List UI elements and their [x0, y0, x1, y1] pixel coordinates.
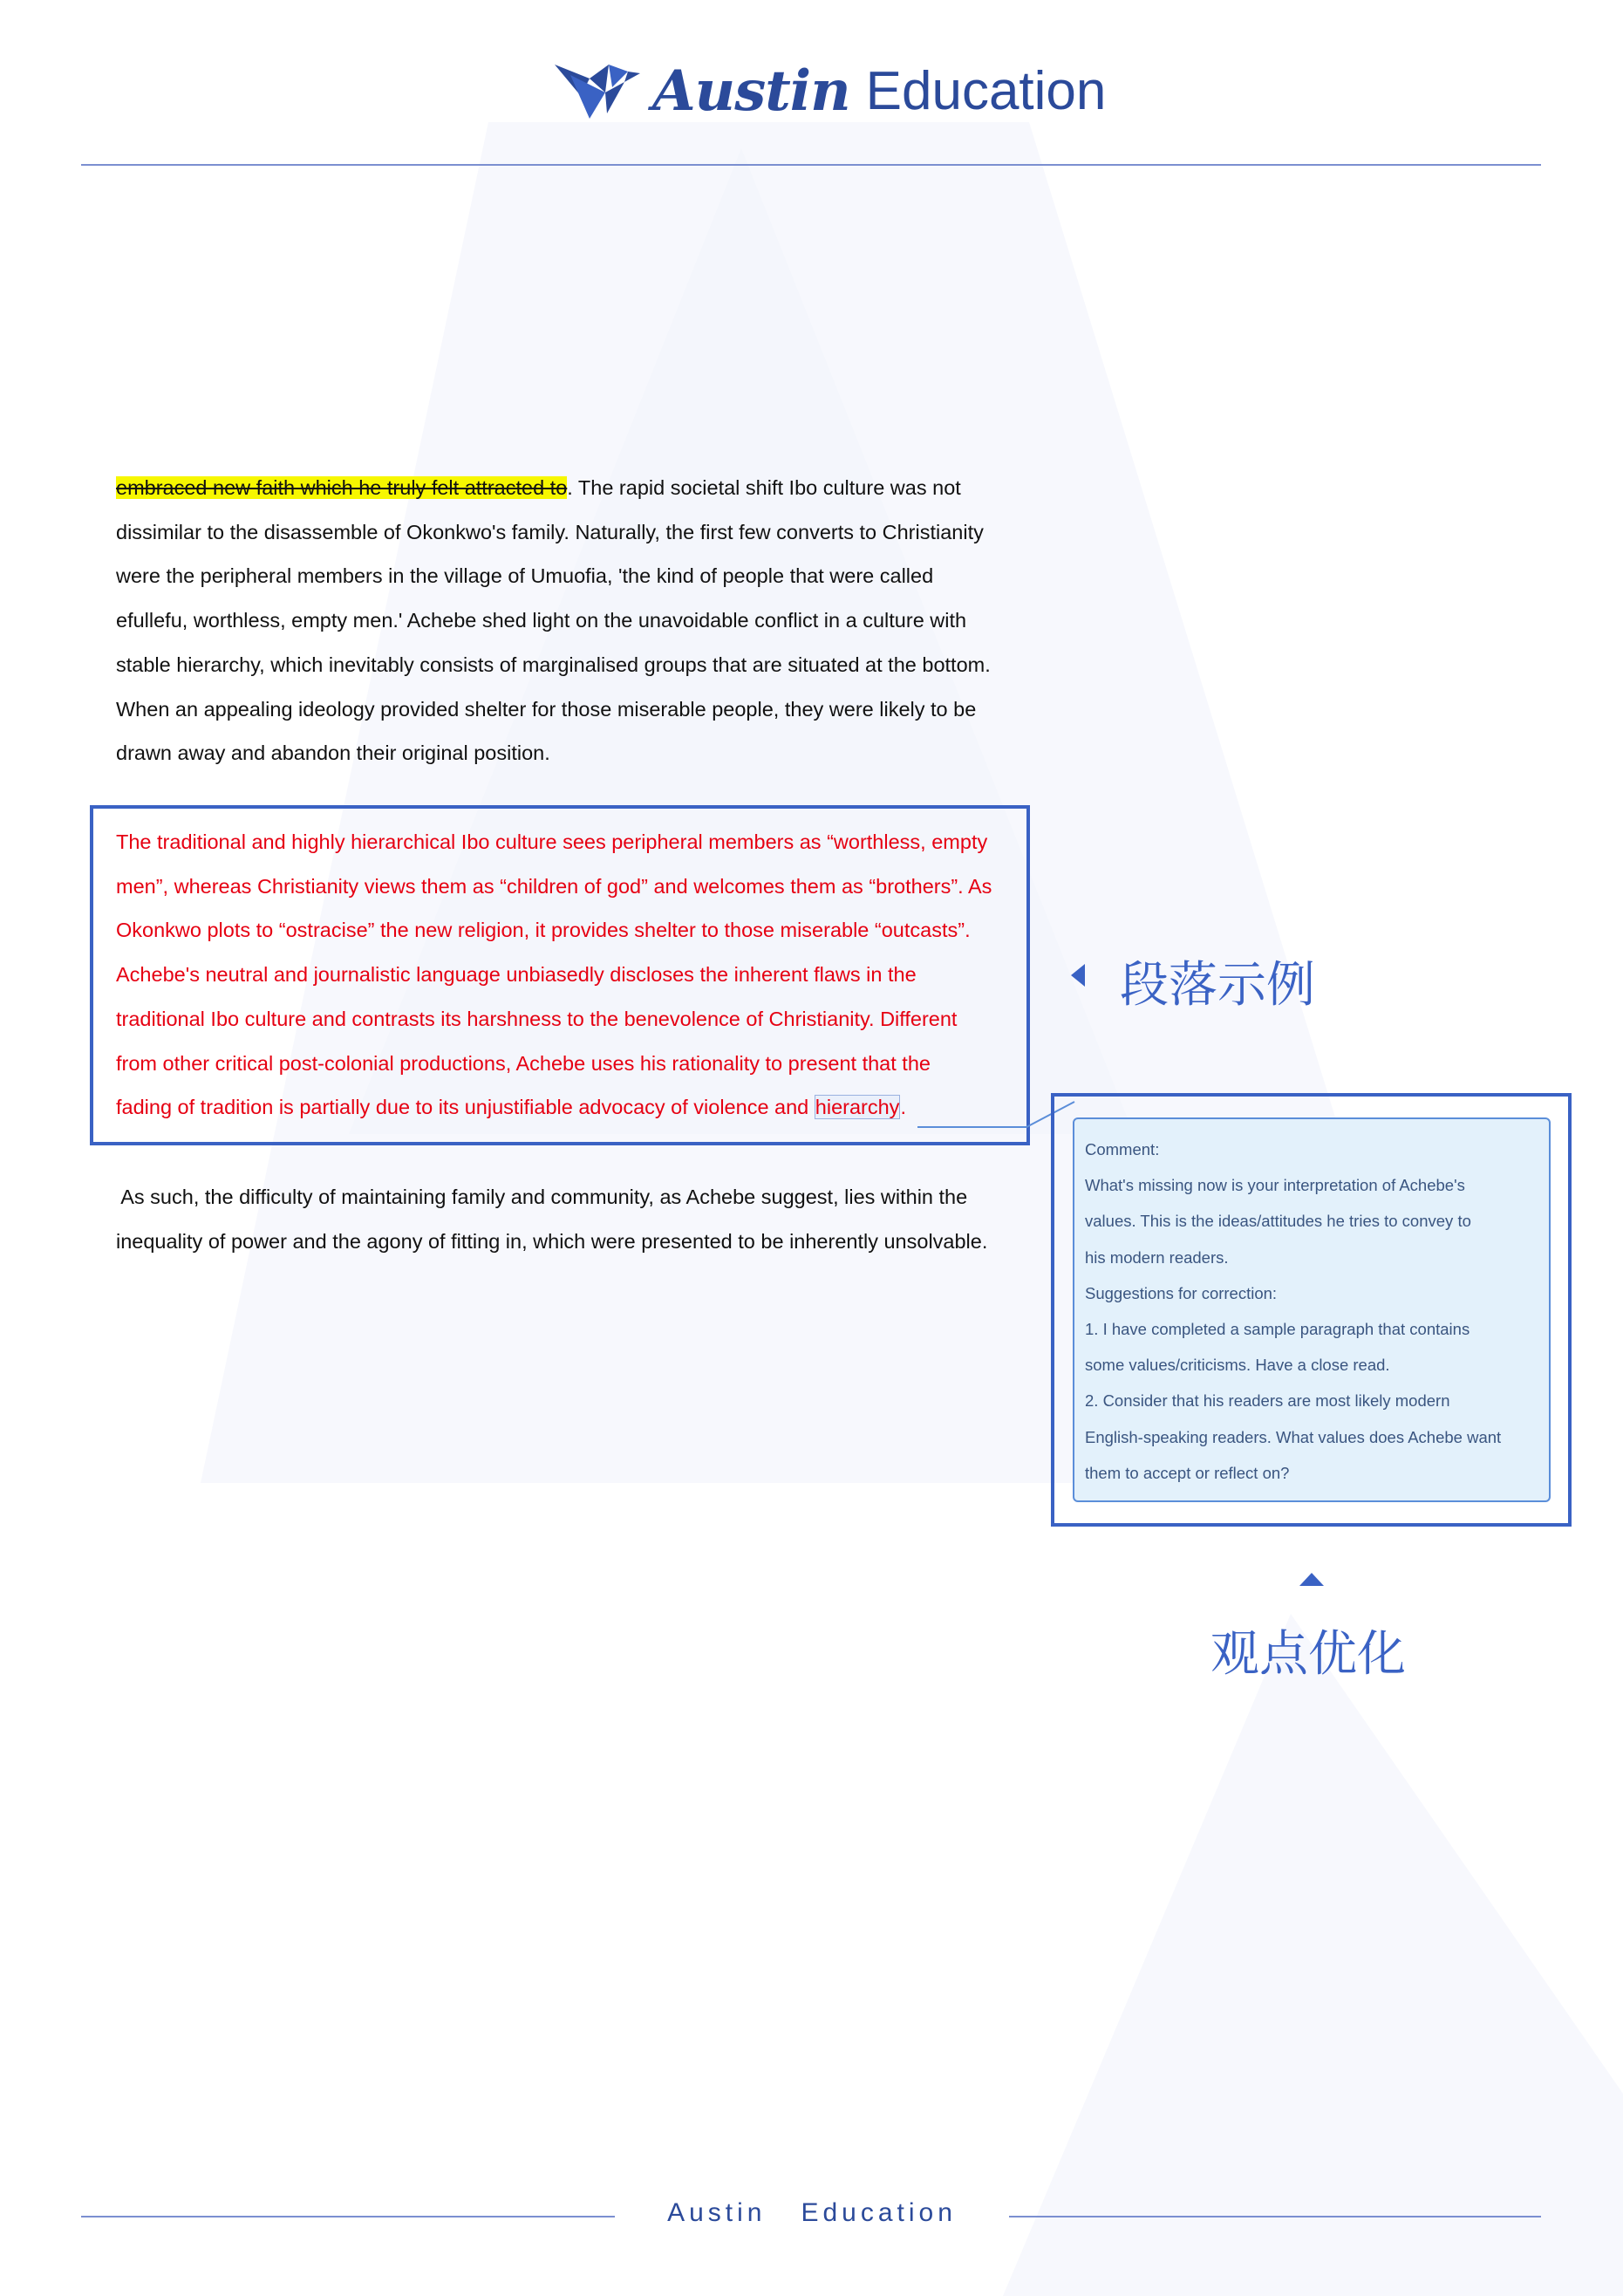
paragraph-1-line: dissimilar to the disassemble of Okonkwo's family. Naturally, the first few converts to Christianity — [116, 520, 984, 543]
struck-highlight-text: embraced new faith which he truly felt attracted to — [116, 476, 568, 499]
comment-line: his modern readers. — [1085, 1247, 1229, 1267]
comment-heading: Comment: — [1085, 1140, 1160, 1158]
paragraph-3-line: As such, the difficulty of maintaining family and community, as Achebe suggest, lies within the — [116, 1186, 968, 1208]
sample-paragraph-last-suffix: . — [900, 1096, 906, 1119]
sample-paragraph-line: men”, whereas Christianity views them as “children of god” and welcomes them as “brothers”. As — [116, 874, 992, 898]
paragraph-1-line: When an appealing ideology provided shelter for those miserable people, they were likely to be — [116, 697, 977, 721]
example-label: 段落示例 — [1120, 957, 1315, 1014]
comment-line: them to accept or reflect on? — [1085, 1463, 1290, 1482]
paragraph-1-line: efullefu, worthless, empty men.' Achebe shed light on the unavoidable conflict in a culture with — [116, 609, 967, 632]
comment-line: 1. I have completed a sample paragraph that contains — [1085, 1320, 1470, 1339]
footer-divider-right — [1009, 2216, 1541, 2217]
sample-paragraph-line: from other critical post-colonial productions, Achebe uses his rationality to present that the — [116, 1051, 931, 1075]
left-arrow-icon — [1071, 964, 1085, 987]
paragraph-1-line: drawn away and abandon their original position. — [116, 741, 550, 765]
sample-paragraph-line: traditional Ibo culture and contrasts its harshness to the benevolence of Christianity. Different — [116, 1007, 958, 1030]
comment-box[interactable] — [1073, 1117, 1551, 1502]
footer-brand-text: Austin Education — [667, 2198, 957, 2227]
comment-line: 2. Consider that his readers are most likely modern — [1085, 1391, 1450, 1411]
comment-line: What's missing now is your interpretation of Achebe's — [1085, 1176, 1465, 1195]
comment-anchor-word[interactable]: hierarchy — [815, 1096, 900, 1119]
comment-suggestions-heading: Suggestions for correction: — [1085, 1283, 1278, 1302]
comment-line: values. This is the ideas/attitudes he tries to convey to — [1085, 1212, 1471, 1231]
comment-line: English-speaking readers. What values does Achebe want — [1085, 1427, 1502, 1446]
logo-word-text: Education — [865, 60, 1107, 121]
up-arrow-icon — [1299, 1573, 1324, 1586]
sample-paragraph-line: Okonkwo plots to “ostracise” the new religion, it provides shelter to those miserable “outcasts”. — [116, 919, 971, 942]
paragraph-3 — [116, 1175, 1040, 1263]
logo-script-text: Austin — [652, 58, 850, 124]
paragraph-1-line: stable hierarchy, which inevitably consists of marginalised groups that are situated at the bottom. — [116, 653, 991, 676]
paragraph-1-line-1-rest: . The rapid societal shift Ibo culture was not — [567, 476, 961, 499]
paragraph-1-line: were the peripheral members in the village of Umuofia, 'the kind of people that were called — [116, 564, 934, 588]
sample-paragraph-line: The traditional and highly hierarchical Ibo culture sees peripheral members as “worthless, empty — [116, 830, 988, 853]
footer-divider-left — [81, 2216, 615, 2217]
sample-paragraph-last-prefix: fading of tradition is partially due to its unjustifiable advocacy of violence and — [116, 1096, 815, 1119]
paragraph-3-line: inequality of power and the agony of fitting in, which were presented to be inherently unsolvable. — [116, 1229, 988, 1253]
comment-line: some values/criticisms. Have a close read. — [1085, 1356, 1390, 1375]
optimization-label: 观点优化 — [1210, 1626, 1406, 1683]
sample-paragraph-line: Achebe's neutral and journalistic language unbiasedly discloses the inherent flaws in the — [116, 963, 917, 987]
